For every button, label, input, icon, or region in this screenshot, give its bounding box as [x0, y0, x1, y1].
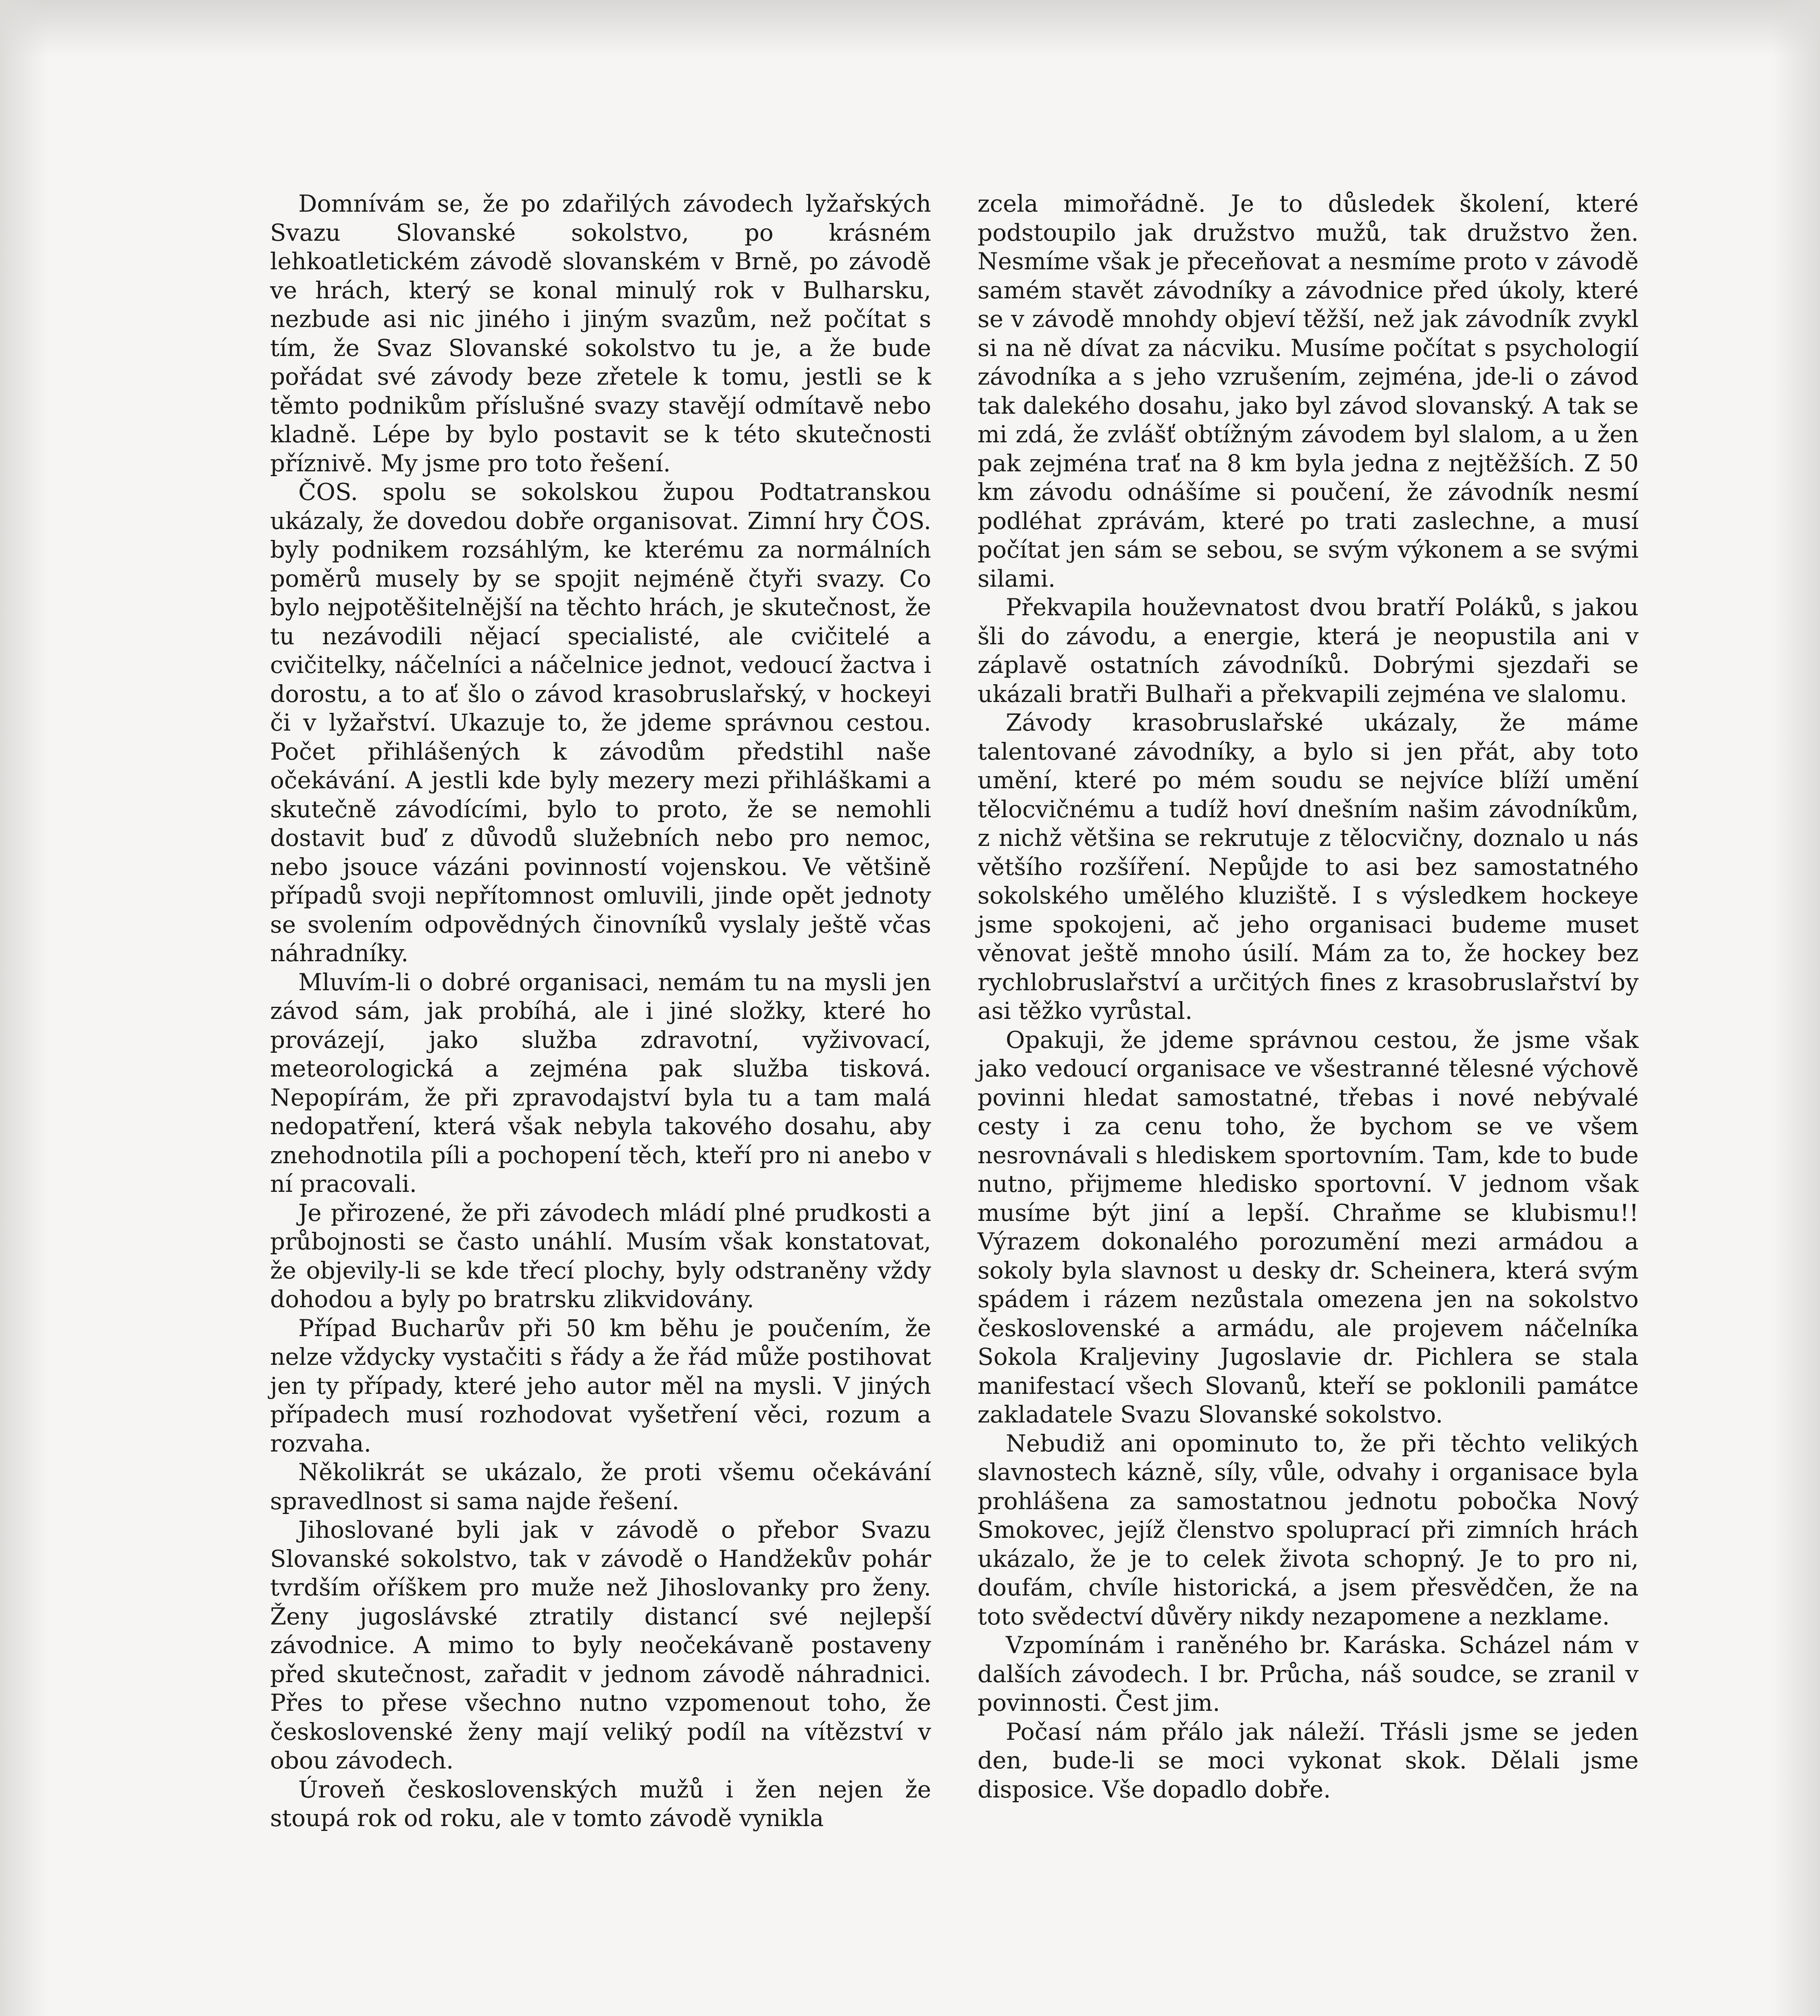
page-edge-shadow-right: [1772, 0, 1820, 2016]
paragraph: Případ Bucharův při 50 km běhu je poučením, že nelze vždycky vystačiti s řády a že řád může postihovat jen ty případy, které jeho autor měl na mysli. V jiných případech musí rozhodovat vyšetření věci, rozum a rozvaha.: [270, 1314, 931, 1457]
paragraph-continued: zcela mimořádně. Je to důsledek školení, které podstoupilo jak družstvo mužů, tak družstvo žen. Nesmíme však je přeceňovat a nesmíme proto v závodě samém stavět závodníky a závodnice před úkoly, které se v závodě mnohdy objeví těžší, než jak závodník zvykl si na ně dívat za nácviku. Musíme počítat s psychologií závodníka a s jeho vzrušením, zejména, jde-li o závod tak dalekého dosahu, jako byl závod slovanský. A tak se mi zdá, že zvlášť obtížným závodem byl slalom, a u žen pak zejména trať na 8 km byla jedna z nejtěžších. Z 50 km závodu odnášíme si poučení, že závodník nesmí podléhat zprávám, které po trati zaslechne, a musí počítat jen sám se sebou, se svým výkonem a se svými silami.: [978, 190, 1639, 592]
paragraph: ČOS. spolu se sokolskou župou Podtatranskou ukázaly, že dovedou dobře organisovat. Zimní hry ČOS. byly podnikem rozsáhlým, ke kterému za normálních poměrů musely by se spojit nejméně čtyři svazy. Co bylo nejpotěšitelnější na těchto hrách, je skutečnost, že tu nezávodili nějací specialisté, ale cvičitelé a cvičitelky, náčelníci a náčelnice jednot, vedoucí žactva i dorostu, a to ať šlo o závod krasobruslařský, v hockeyi či v lyžařství. Ukazuje to, že jdeme správnou cestou. Počet přihlášených k závodům předstihl naše očekávání. A jestli kde byly mezery mezi přihláškami a skutečně závodícími, bylo to proto, že se nemohli dostavit buď z důvodů služebních nebo pro nemoc, nebo jsouce vázáni povinností vojenskou. Ve většině případů svoji nepřítomnost omluvili, jinde opět jednoty se svolením odpovědných činovníků vyslaly ještě včas náhradníky.: [270, 478, 931, 967]
paragraph: Vzpomínám i raněného br. Karáska. Scházel nám v dalších závodech. I br. Průcha, náš soudce, se zranil v povinnosti. Čest jim.: [978, 1631, 1639, 1716]
paragraph: Nebudiž ani opominuto to, že při těchto velikých slavnostech kázně, síly, vůle, odvahy i organisace byla prohlášena za samostatnou jednotu pobočka Nový Smokovec, jejíž členstvo spoluprací při zimních hrách ukázalo, že je to celek života schopný. Je to pro ni, doufám, chvíle historická, a jsem přesvědčen, že na toto svědectví důvěry nikdy nezapomene a nezklame.: [978, 1429, 1639, 1630]
paragraph: Závody krasobruslařské ukázaly, že máme talentované závodníky, a bylo si jen přát, aby toto umění, které po mém soudu se nejvíce blíží umění tělocvičnému a tudíž hoví dnešním našim závodníkům, z nichž většina se rekrutuje z tělocvičny, doznalo u nás většího rozšíření. Nepůjde to asi bez samostatného sokolského umělého kluziště. I s výsledkem hockeye jsme spokojeni, ač jeho organisaci budeme muset věnovat ještě mnoho úsilí. Mám za to, že hockey bez rychlobruslařství a určitých fines z krasobruslařství by asi těžko vyrůstal.: [978, 709, 1639, 1025]
page-edge-shadow-left: [0, 0, 48, 2016]
paragraph: Úroveň československých mužů i žen nejen že stoupá rok od roku, ale v tomto závodě vynikla: [270, 1775, 931, 1832]
paragraph: Je přirozené, že při závodech mládí plné prudkosti a průbojnosti se často unáhlí. Musím však konstatovat, že objevily-li se kde třecí plochy, byly odstraněny vždy dohodou a byly po bratrsku zlikvidovány.: [270, 1199, 931, 1313]
paragraph: Překvapila houževnatost dvou bratří Poláků, s jakou šli do závodu, a energie, která je neopustila ani v záplavě ostatních závodníků. Dobrými sjezdaři se ukázali bratři Bulhaři a překvapili zejména ve slalomu.: [978, 594, 1639, 708]
paragraph: Jihoslované byli jak v závodě o přebor Svazu Slovanské sokolstvo, tak v závodě o Handžekův pohár tvrdším oříškem pro muže než Jihoslovanky pro ženy. Ženy jugoslávské ztratily distancí své nejlepší závodnice. A mimo to byly neočekávaně postaveny před skutečnost, zařadit v jednom závodě náhradnici. Přes to přese všechno nutno vzpomenout toho, že československé ženy mají veliký podíl na vítězství v obou závodech.: [270, 1516, 931, 1774]
paragraph: Opakuji, že jdeme správnou cestou, že jsme však jako vedoucí organisace ve všestranné tělesné výchově povinni hledat samostatné, třebas i nové nebývalé cesty i za cenu toho, že bychom se ve všem nesrovnávali s hlediskem sportovním. Tam, kde to bude nutno, přijmeme hledisko sportovní. V jednom však musíme být jiní a lepší. Chraňme se klubismu!! Výrazem dokonalého porozumění mezi armádou a sokoly byla slavnost u desky dr. Scheinera, která svým spádem i rázem nezůstala omezena jen na sokolstvo československé a armádu, ale projevem náčelníka Sokola Kraljeviny Jugoslavie dr. Pichlera se stala manifestací všech Slovanů, kteří se poklonili památce zakladatele Svazu Slovanské sokolstvo.: [978, 1026, 1639, 1428]
paragraph: Domnívám se, že po zdařilých závodech lyžařských Svazu Slovanské sokolstvo, po krásném lehkoatletickém závodě slovanském v Brně, po závodě ve hrách, který se konal minulý rok v Bulharsku, nezbude asi nic jiného i jiným svazům, než počítat s tím, že Svaz Slovanské sokolstvo tu je, a že bude pořádat své závody beze zřetele k tomu, jestli se k těmto podnikům příslušné svazy stavějí odmítavě nebo kladně. Lépe by bylo postavit se k této skutečnosti příznivě. My jsme pro toto řešení.: [270, 190, 931, 477]
paragraph: Několikrát se ukázalo, že proti všemu očekávání spravedlnost si sama najde řešení.: [270, 1458, 931, 1515]
paragraph: Počasí nám přálo jak náleží. Třásli jsme se jeden den, bude-li se moci vykonat skok. Dělali jsme disposice. Vše dopadlo dobře.: [978, 1718, 1639, 1803]
paragraph: Mluvím-li o dobré organisaci, nemám tu na mysli jen závod sám, jak probíhá, ale i jiné složky, které ho provázejí, jako služba zdravotní, vyživovací, meteorologická a zejména pak služba tisková. Nepopírám, že při zpravodajství byla tu a tam malá nedopatření, která však nebyla takového dosahu, aby znehodnotila píli a pochopení těch, kteří pro ni anebo v ní pracovali.: [270, 968, 931, 1198]
right-column: [978, 190, 1639, 1804]
page-edge-shadow: [0, 0, 1820, 56]
left-column: [270, 190, 931, 1833]
